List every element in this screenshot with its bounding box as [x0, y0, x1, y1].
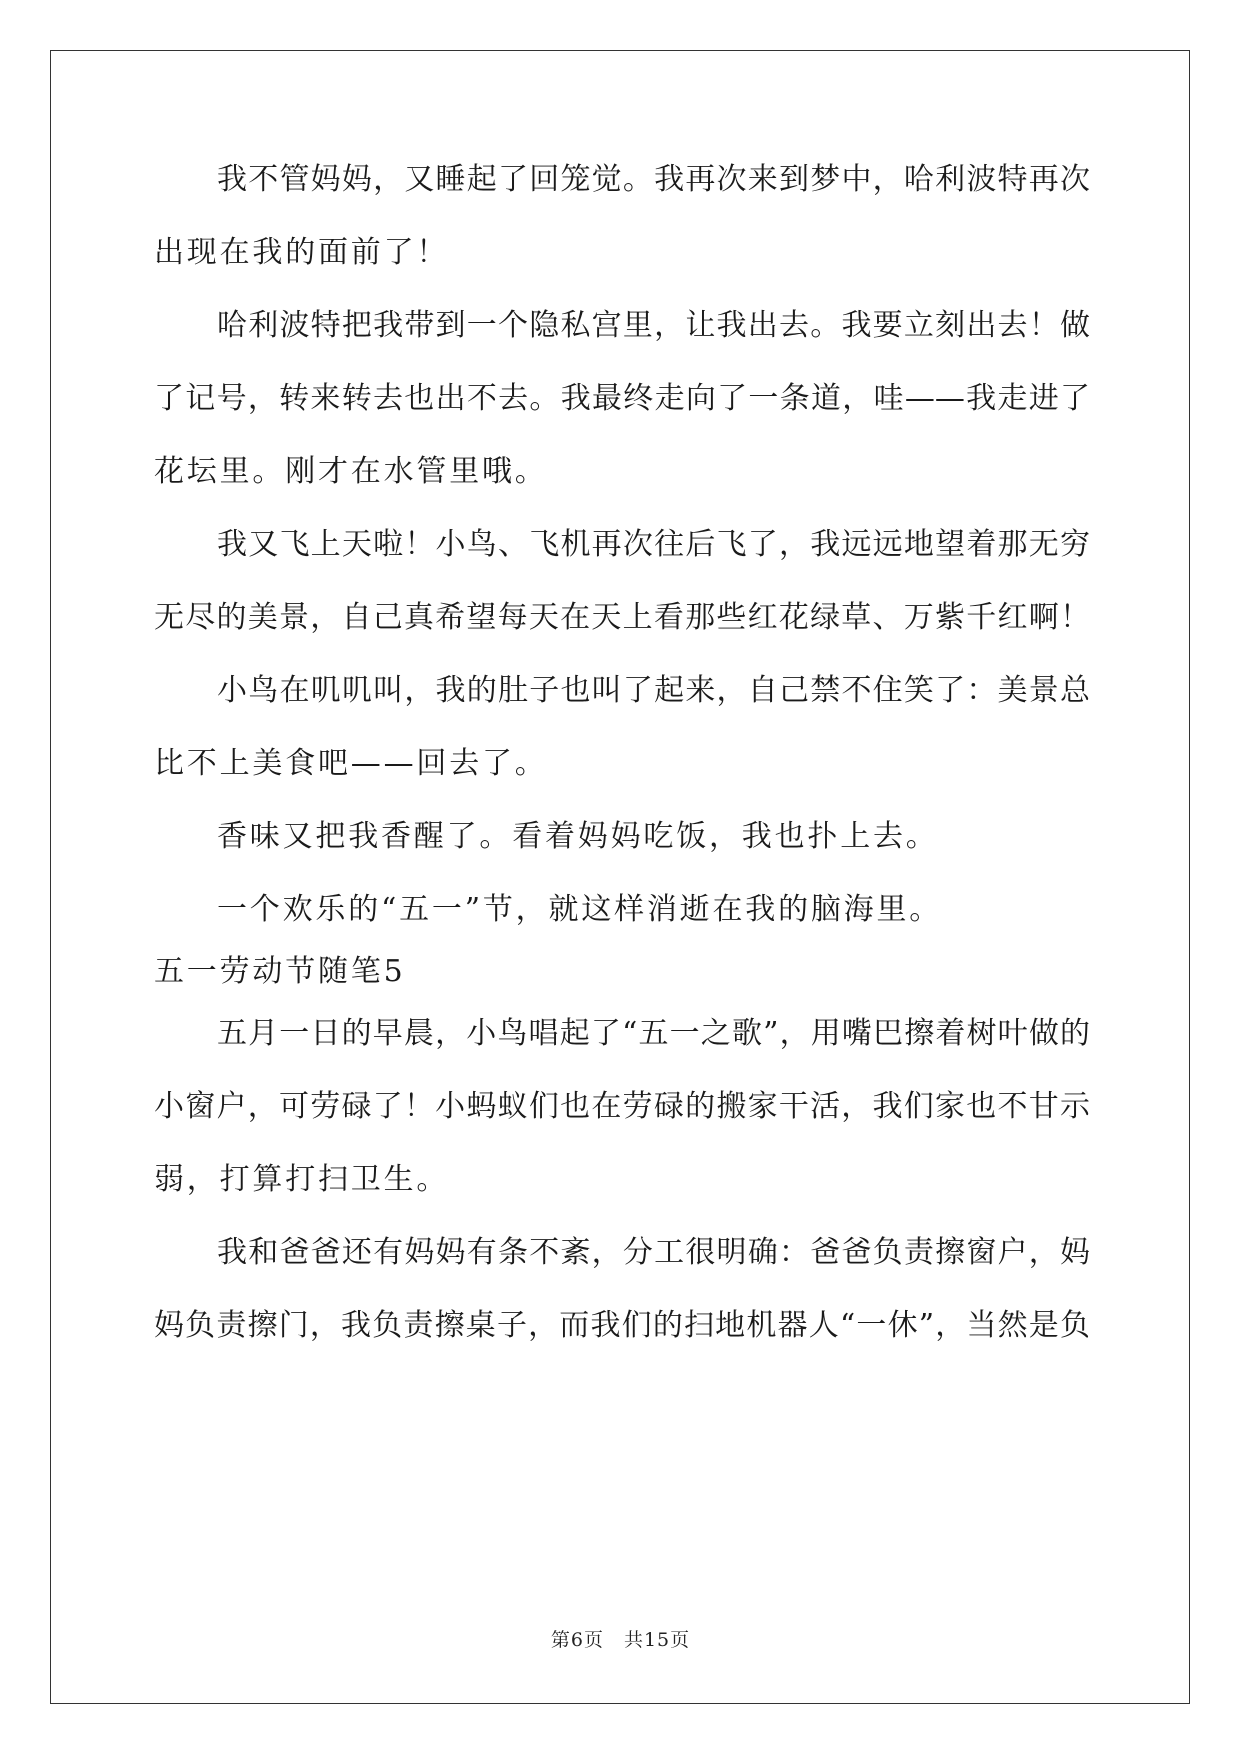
text-line: 我不管妈妈，又睡起了回笼觉。我再次来到梦中，哈利波特再次 [217, 162, 1090, 197]
text-line: 妈负责擦门，我负责擦桌子，而我们的扫地机器人“一休”，当然是负 [154, 1308, 1090, 1343]
section-heading: 五一劳动节随笔5 [154, 954, 406, 989]
text-line: 我又飞上天啦！小鸟、飞机再次往后飞了，我远远地望着那无穷 [217, 527, 1090, 562]
page-border [50, 50, 1190, 1704]
text-line: 弱，打算打扫卫生。 [154, 1162, 450, 1197]
text-line: 一个欢乐的“五一”节，就这样消逝在我的脑海里。 [217, 892, 943, 927]
text-line: 比不上美食吧——回去了。 [154, 746, 548, 781]
page-number-footer: 第6页 共15页 [550, 1629, 691, 1651]
text-line: 我和爸爸还有妈妈有条不紊，分工很明确：爸爸负责擦窗户，妈 [217, 1235, 1090, 1270]
text-line: 哈利波特把我带到一个隐私宫里，让我出去。我要立刻出去！做 [217, 308, 1090, 343]
text-line: 了记号，转来转去也出不去。我最终走向了一条道，哇——我走进了 [154, 381, 1090, 416]
text-line: 花坛里。刚才在水管里哦。 [154, 454, 548, 489]
text-line: 小鸟在叽叽叫，我的肚子也叫了起来，自己禁不住笑了：美景总 [217, 673, 1090, 708]
text-line: 出现在我的面前了！ [154, 235, 450, 270]
text-line: 无尽的美景，自己真希望每天在天上看那些红花绿草、万紫千红啊！ [154, 600, 1090, 635]
text-line: 香味又把我香醒了。看着妈妈吃饭，我也扑上去。 [217, 819, 939, 854]
text-line: 小窗户，可劳碌了！小蚂蚁们也在劳碌的搬家干活，我们家也不甘示 [154, 1089, 1090, 1124]
text-line: 五月一日的早晨，小鸟唱起了“五一之歌”，用嘴巴擦着树叶做的 [217, 1016, 1090, 1051]
